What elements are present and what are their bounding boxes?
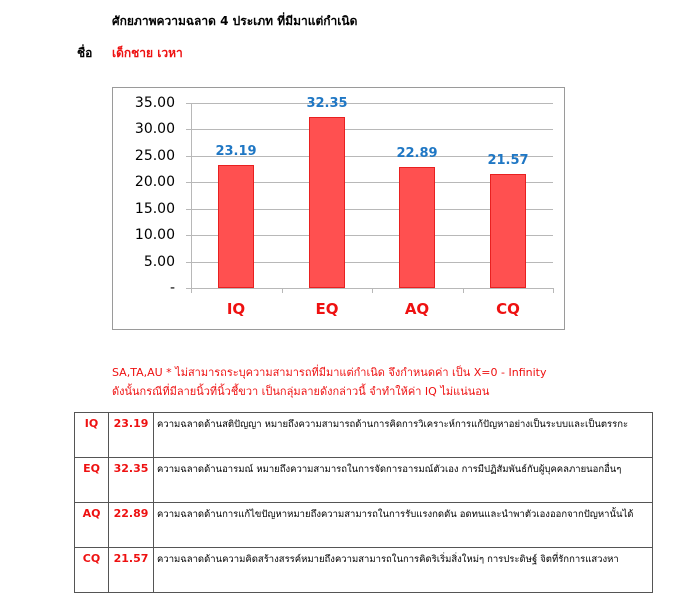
gridline: [191, 103, 553, 104]
row-description: ความฉลาดด้านอารมณ์ หมายถึงความสามารถในการจัดการอารมณ์ตัวเอง การมีปฏิสัมพันธ์กับผู้บุคคลภายนอกอื่นๆ: [154, 458, 653, 503]
y-tick-label: 20.00: [134, 174, 175, 190]
x-tick: [372, 288, 373, 293]
y-tick-label: 5.00: [143, 254, 175, 270]
name-label: ชื่อ: [77, 46, 93, 60]
bar-value-label: 32.35: [306, 96, 348, 111]
table-row: [75, 413, 653, 458]
x-tick: [282, 288, 283, 293]
description-table: [74, 412, 653, 593]
child-name: เด็กชาย เวหา: [112, 46, 183, 60]
y-tick: [186, 262, 191, 263]
page-title: ศักยภาพความฉลาด 4 ประเภท ที่มีมาแต่กำเนิด: [112, 14, 358, 28]
y-tick-label: -: [169, 280, 175, 296]
y-tick-label: 25.00: [134, 148, 175, 164]
row-description: ความฉลาดด้านสติปัญญา หมายถึงความสามารถด้านการคิดการวิเคราะห์การแก้ปัญหาอย่างเป็นระบบและเป็นตรรกะ: [154, 413, 653, 458]
y-tick: [186, 209, 191, 210]
y-tick: [186, 129, 191, 130]
y-tick-label: 35.00: [134, 95, 175, 111]
y-tick-label: 30.00: [134, 121, 175, 137]
bar-aq: [399, 167, 435, 288]
y-tick-label: 10.00: [134, 227, 175, 243]
bar-iq: [218, 165, 254, 288]
y-tick: [186, 235, 191, 236]
bar-chart: [112, 87, 565, 330]
row-score: 21.57: [109, 548, 154, 593]
category-label: IQ: [226, 300, 246, 318]
y-tick-label: 15.00: [134, 201, 175, 217]
y-tick: [186, 156, 191, 157]
category-label: EQ: [315, 300, 339, 318]
bar-eq: [309, 117, 345, 288]
bar-value-label: 22.89: [396, 146, 438, 161]
row-description: ความฉลาดด้านการแก้ไขปัญหาหมายถึงความสามารถในการรับแรงกดดัน อดทนและนำพาตัวเองออกจากปัญหานั้นได้: [154, 503, 653, 548]
bar-value-label: 23.19: [215, 144, 257, 159]
table-row: [75, 458, 653, 503]
bar-value-label: 21.57: [487, 153, 529, 168]
y-tick: [186, 103, 191, 104]
category-label: CQ: [496, 300, 520, 318]
row-score: 32.35: [109, 458, 154, 503]
row-code: AQ: [75, 503, 109, 548]
gridline: [191, 129, 553, 130]
note-line-1: SA,TA,AU * ไม่สามารถระบุความสามารถที่มีมาแต่กำเนิด จึงกำหนดค่า เป็น X=0 - Infinity: [112, 366, 547, 379]
plot-area: [134, 95, 553, 318]
row-code: IQ: [75, 413, 109, 458]
y-tick: [186, 182, 191, 183]
y-axis: [191, 103, 192, 288]
note-line-2: ดังนั้นกรณีที่มีลายนิ้วที่นิ้วชี้ขวา เป็นกลุ่มลายดังกล่าวนี้ จำทำให้ค่า IQ ไม่แน่นอน: [112, 385, 490, 398]
x-tick: [191, 288, 192, 293]
row-code: CQ: [75, 548, 109, 593]
x-tick: [463, 288, 464, 293]
row-code: EQ: [75, 458, 109, 503]
table-row: [75, 503, 653, 548]
row-score: 23.19: [109, 413, 154, 458]
table-row: [75, 548, 653, 593]
x-tick: [553, 288, 554, 293]
category-label: AQ: [404, 300, 430, 318]
row-score: 22.89: [109, 503, 154, 548]
bar-cq: [490, 174, 526, 288]
row-description: ความฉลาดด้านความคิดสร้างสรรค์หมายถึงความสามารถในการคิดริเริ่มสิ่งใหม่ๆ การประดิษฐ์ จิตที่รักการแสวงหา: [154, 548, 653, 593]
